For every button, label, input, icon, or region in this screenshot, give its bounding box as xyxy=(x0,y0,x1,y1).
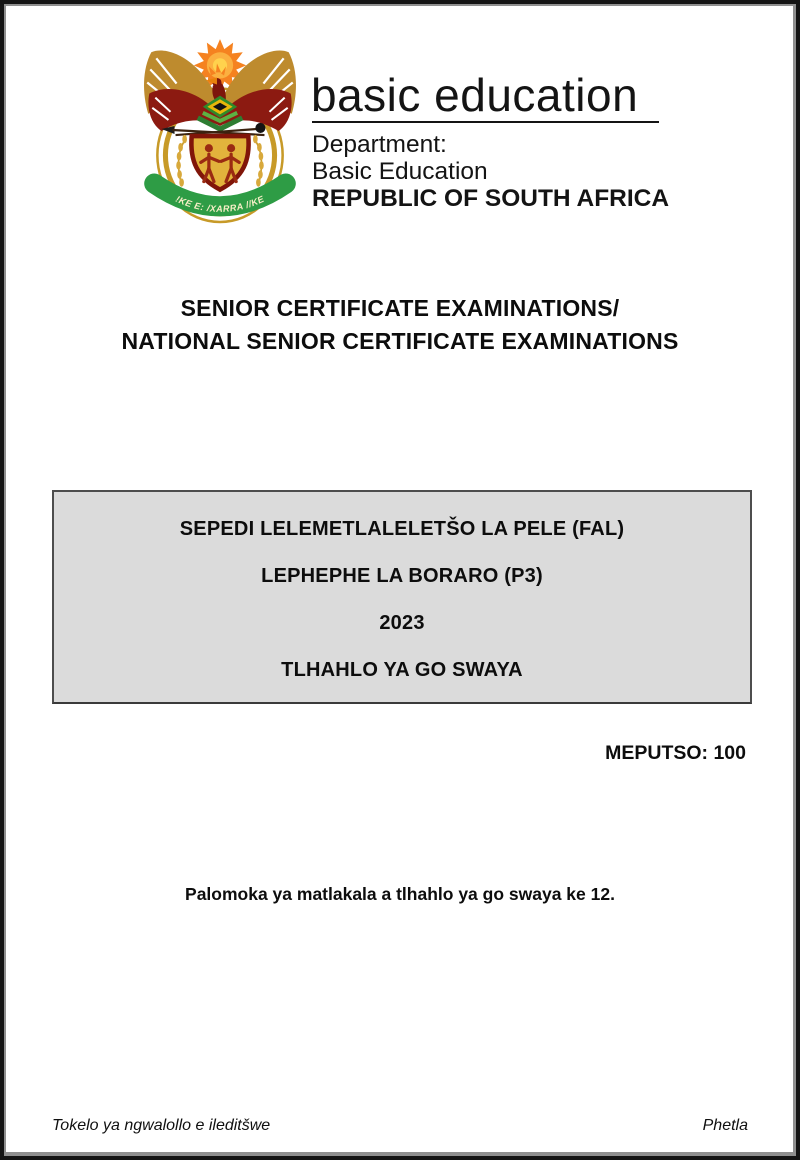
copyright-notice: Tokelo ya ngwalollo e ileditšwe xyxy=(52,1117,271,1134)
page-count-note: Palomoka ya matlakala a tlhahlo ya go swaya ke 12. xyxy=(185,884,615,904)
country-name: REPUBLIC OF SOUTH AFRICA xyxy=(312,185,670,212)
subject-name: SEPEDI LELEMETLALELETŠO LA PELE (FAL) xyxy=(179,518,625,540)
coat-of-arms-logo xyxy=(138,33,302,225)
exam-headline xyxy=(0,292,800,358)
subject-title-box xyxy=(52,490,752,704)
motto-text: !KE E: /XARRA //KE xyxy=(174,193,266,214)
headline-line-1: SENIOR CERTIFICATE EXAMINATIONS/ xyxy=(180,295,620,321)
document-type: TLHAHLO YA GO SWAYA xyxy=(281,659,523,681)
department-line: Department: xyxy=(312,131,447,158)
department-name: Basic Education xyxy=(312,158,488,185)
exam-year: 2023 xyxy=(379,612,425,634)
brand-wordmark: basic education xyxy=(311,69,639,121)
turn-over-label: Phetla xyxy=(702,1117,748,1134)
headline-line-2: NATIONAL SENIOR CERTIFICATE EXAMINATIONS xyxy=(121,328,679,354)
brand-underline xyxy=(312,121,659,123)
department-block xyxy=(312,131,669,212)
paper-number: LEPHEPHE LA BORARO (P3) xyxy=(261,565,543,587)
total-marks: MEPUTSO: 100 xyxy=(605,742,746,764)
